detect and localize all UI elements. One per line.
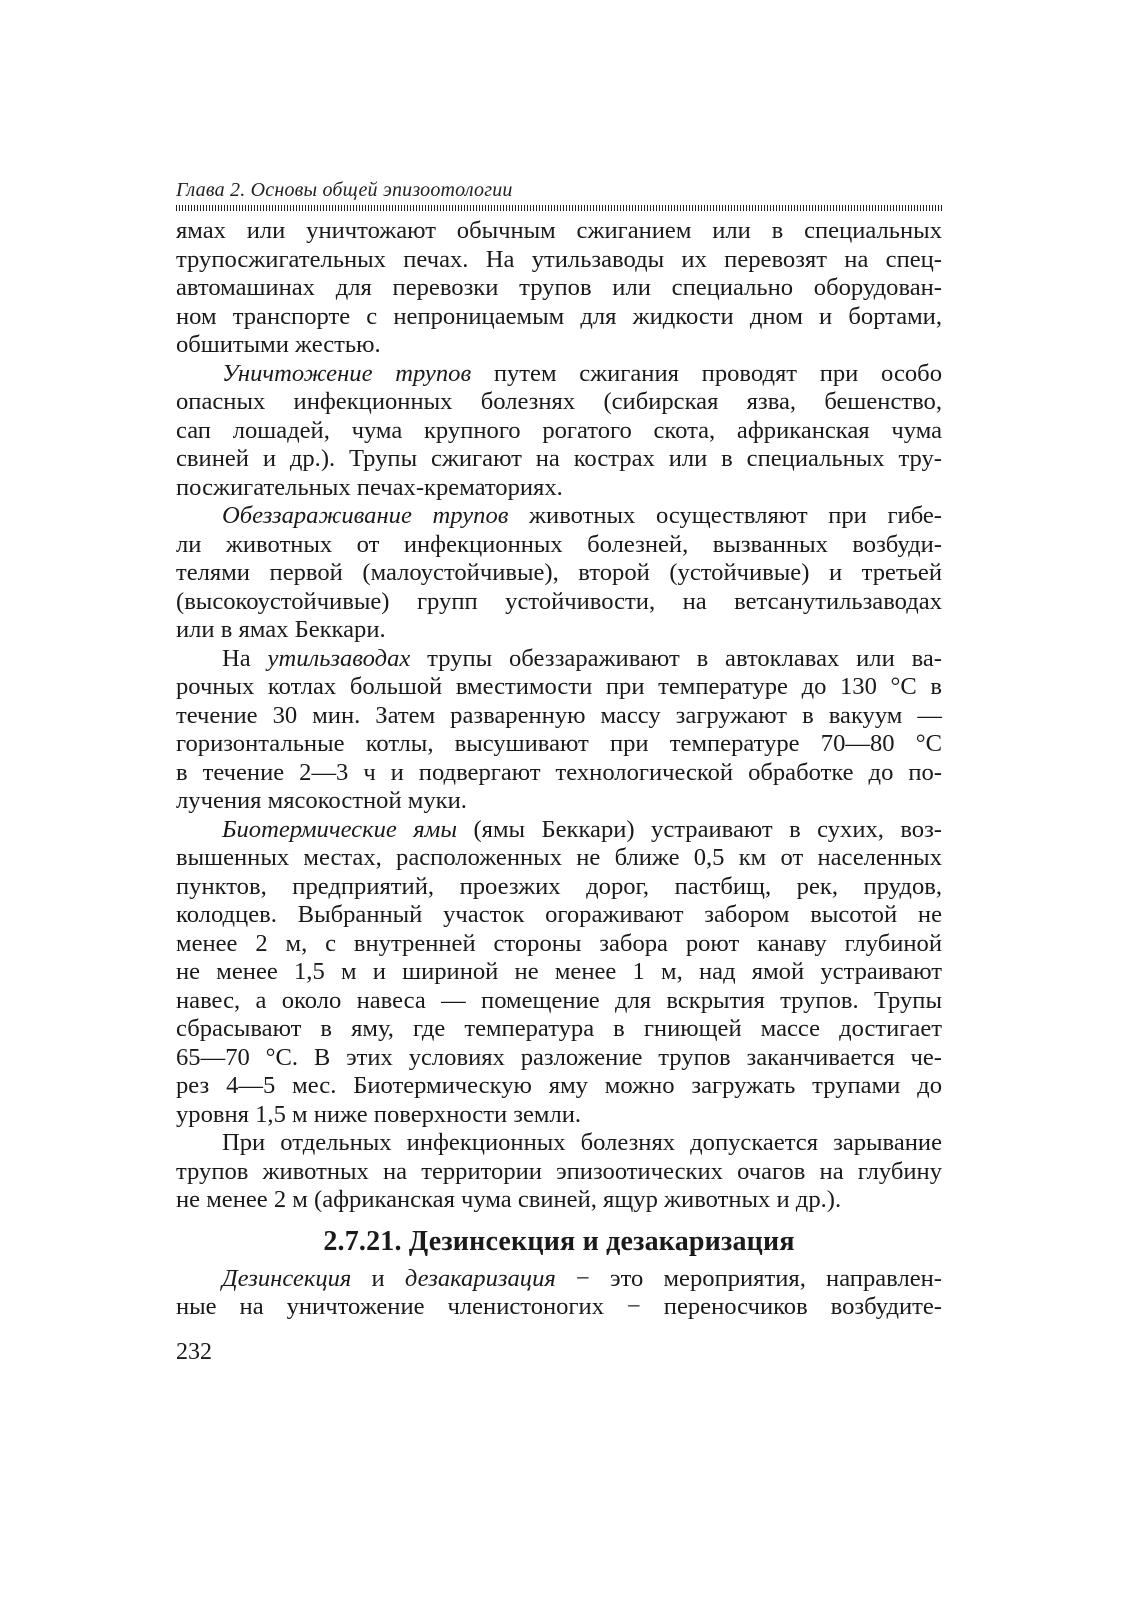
text-run: сап лошадей, чума крупного рогатого скота, африканская чума (176, 416, 942, 444)
text-run: ямах или уничтожают обычным сжиганием или в специальных (176, 217, 942, 244)
text-run: животных осуществляют при гибе- (508, 502, 943, 529)
text-line (176, 1265, 942, 1294)
text-line (176, 645, 942, 674)
text-line (176, 388, 942, 417)
text-line (176, 901, 942, 930)
header-rule (176, 205, 942, 211)
text-run: ли животных от инфекционных болезней, вызванных возбуди- (176, 530, 942, 558)
text-run: сбрасывают в яму, где температура в гниющей массе достигает (176, 1015, 942, 1042)
text-line (176, 360, 942, 389)
text-run: трупосжигательных печах. На утильзаводы их перевозят на спец- (176, 245, 942, 273)
text-run: − это мероприятия, направлен- (555, 1264, 942, 1292)
text-run: вышенных местах, расположенных не ближе 0,5 км от населенных (176, 844, 942, 871)
text-run: При отдельных инфекционных болезнях допускается зарывание (222, 1129, 942, 1156)
text-line (176, 445, 942, 474)
text-line (176, 873, 942, 902)
text-run: уровня 1,5 м ниже поверхности земли. (176, 1100, 582, 1128)
text-line (176, 1129, 942, 1158)
text-run: рез 4—5 мес. Биотермическую яму можно загружать трупами до (176, 1072, 942, 1099)
italic-term: утильзаводах (267, 644, 411, 672)
body-text (176, 217, 942, 1215)
text-line (176, 673, 942, 702)
text-run: путем сжигания проводят при особо (471, 359, 942, 387)
text-run: обшитыми жестью. (176, 331, 381, 358)
text-line (176, 730, 942, 759)
section-text (176, 1265, 942, 1322)
text-run: или в ямах Беккари. (176, 616, 386, 643)
text-line (176, 217, 942, 246)
text-line (176, 702, 942, 731)
body-paragraph (176, 217, 942, 360)
text-run: колодцев. Выбранный участок огораживают забором высотой не (176, 901, 942, 928)
page-number: 232 (176, 1338, 212, 1365)
text-run: горизонтальные котлы, высушивают при температуре 70—80 °С (176, 730, 942, 757)
text-line (176, 1072, 942, 1101)
text-line (176, 531, 942, 560)
text-line (176, 1186, 942, 1215)
text-run: свиней и др.). Трупы сжигают на кострах или в специальных тру- (176, 445, 942, 472)
text-run: лучения мясокостной муки. (176, 787, 467, 814)
text-line (176, 987, 942, 1016)
text-run: менее 2 м, с внутренней стороны забора роют канаву глубиной (176, 929, 942, 957)
text-run: 65—70 °С. В этих условиях разложение трупов заканчивается че- (176, 1043, 942, 1071)
italic-term: Уничтожение трупов (222, 359, 472, 387)
text-line (176, 474, 942, 503)
text-run: ные на уничтожение членистоногих − переносчиков возбудите- (176, 1293, 942, 1320)
text-line (176, 616, 942, 645)
italic-term: дезакаризация (404, 1264, 556, 1292)
section-title: 2.7.21. Дезинсекция и дезакаризация (323, 1225, 795, 1257)
italic-term: Дезинсекция (222, 1264, 352, 1292)
text-line (176, 274, 942, 303)
section-paragraph (176, 1265, 942, 1322)
text-line (176, 303, 942, 332)
body-paragraph (176, 502, 942, 645)
text-run: ном транспорте с непроницаемым для жидкости дном и бортами, (176, 302, 942, 330)
text-run: посжигательных печах-крематориях. (176, 473, 563, 501)
body-paragraph (176, 360, 942, 503)
text-line (176, 844, 942, 873)
text-line (176, 588, 942, 617)
text-run: трупов животных на территории эпизоотических очагов на глубину (176, 1157, 942, 1185)
text-run: (высокоустойчивые) групп устойчивости, на ветсанутильзаводах (176, 587, 942, 615)
text-line (176, 759, 942, 788)
text-run: течение 30 мин. Затем разваренную массу загружают в вакуум — (176, 701, 942, 729)
text-run: На (222, 644, 268, 672)
text-line (176, 1101, 942, 1130)
text-line (176, 930, 942, 959)
text-run: рочных котлах большой вместимости при температуре до 130 °С в (176, 673, 942, 700)
text-run: и (351, 1264, 405, 1292)
text-run: не менее 1,5 м и шириной не менее 1 м, над ямой устраивают (176, 958, 942, 985)
text-run: опасных инфекционных болезнях (сибирская язва, бешенство, (176, 388, 942, 415)
italic-term: Обеззараживание трупов (222, 502, 509, 529)
text-run: пунктов, предприятий, проезжих дорог, пастбищ, рек, прудов, (176, 872, 942, 900)
text-line (176, 331, 942, 360)
text-line (176, 1015, 942, 1044)
running-head: Глава 2. Основы общей эпизоотологии (176, 179, 513, 201)
text-line (176, 417, 942, 446)
text-run: не менее 2 м (африканская чума свиней, ящур животных и др.). (176, 1186, 842, 1213)
text-line (176, 246, 942, 275)
text-run: телями первой (малоустойчивые), второй (устойчивые) и третьей (176, 559, 942, 586)
text-run: (ямы Беккари) устраивают в сухих, воз- (457, 815, 942, 843)
text-run: автомашинах для перевозки трупов или специально оборудован- (176, 274, 942, 301)
text-line (176, 787, 942, 816)
text-run: навес, а около навеса — помещение для вскрытия трупов. Трупы (176, 986, 942, 1014)
text-line (176, 1293, 942, 1322)
text-line (176, 816, 942, 845)
text-line (176, 958, 942, 987)
body-paragraph (176, 816, 942, 1130)
body-paragraph (176, 645, 942, 816)
text-run: трупы обеззараживают в автоклавах или ва- (410, 644, 942, 672)
body-paragraph (176, 1129, 942, 1215)
text-run: в течение 2—3 ч и подвергают технологической обработке до по- (176, 758, 942, 786)
book-page (176, 178, 942, 1366)
text-line (176, 559, 942, 588)
text-line (176, 1158, 942, 1187)
text-line (176, 502, 942, 531)
text-line (176, 1044, 942, 1073)
italic-term: Биотермические ямы (222, 815, 458, 843)
